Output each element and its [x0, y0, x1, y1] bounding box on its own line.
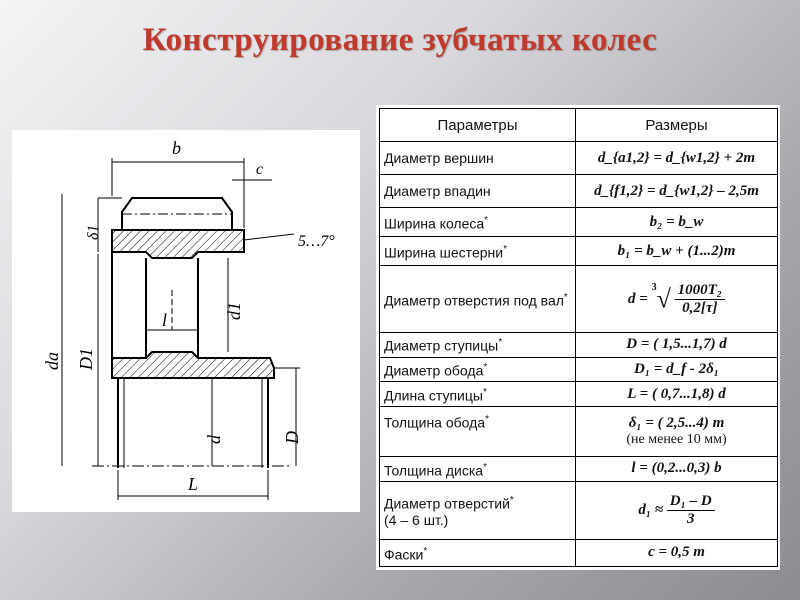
formula-fraction: $\frac{\text{1000T₂}}{0,2[\tau]}$ — [675, 282, 725, 317]
row-name: Фаски* — [380, 539, 576, 566]
label-d: d — [204, 435, 224, 444]
table-row — [380, 237, 778, 266]
table-row — [380, 481, 778, 539]
row-formula: d_{f1,2} = d_{w1,2} – 2,5m — [576, 175, 778, 208]
row-name: Длина ступицы* — [380, 382, 576, 407]
row-formula: δ₁ = ( 2,5...4) m (не менее 10 мм) — [576, 407, 778, 457]
label-d1: d1 — [224, 302, 244, 320]
parameters-table-panel — [376, 105, 780, 570]
table-row — [380, 382, 778, 407]
row-name: Диаметр отверстия под вал* — [380, 266, 576, 332]
web-left-wall — [112, 252, 146, 358]
row-name: Толщина диска* — [380, 457, 576, 482]
row-formula: D = ( 1,5...1,7) d — [576, 332, 778, 357]
label-D: D — [282, 431, 302, 444]
parameters-table — [379, 108, 778, 567]
table-row — [380, 175, 778, 208]
table-row — [380, 539, 778, 566]
row-name: Ширина колеса* — [380, 208, 576, 237]
label-delta1: δ1 — [85, 224, 102, 240]
row-name: Диаметр впадин — [380, 175, 576, 208]
label-l: l — [162, 310, 168, 330]
row-formula: d_{a1,2} = d_{w1,2} + 2m — [576, 142, 778, 175]
formula-note: (не менее 10 мм) — [626, 432, 727, 448]
table-row — [380, 142, 778, 175]
row-formula: b₁ = b_w + (1...2)m — [576, 237, 778, 266]
row-formula: l = (0,2...0,3) b — [576, 457, 778, 482]
table-row — [380, 457, 778, 482]
row-formula: d = $^3$√ $\frac{\text{1000T₂}}{0,2[\tau]}$ — [576, 266, 778, 332]
gear-drawing-panel — [12, 130, 360, 512]
row-name: Ширина шестерни* — [380, 237, 576, 266]
row-formula: d₁ ≈ $\frac{\text{D₁ – D}}{3}$ — [576, 481, 778, 539]
row-name: Диаметр отверстий* (4 – 6 шт.) — [380, 481, 576, 539]
row-formula: c = 0,5 m — [576, 539, 778, 566]
gear-cross-section-drawing — [12, 130, 360, 512]
table-row — [380, 407, 778, 457]
table-row — [380, 208, 778, 237]
hatched-hub-section — [112, 352, 274, 378]
slide-title: Конструирование зубчатых колес — [142, 22, 658, 58]
label-c: c — [256, 161, 264, 178]
table-header-row — [380, 109, 778, 142]
label-D1: D1 — [76, 348, 96, 370]
row-formula: L = ( 0,7...1,8) d — [576, 382, 778, 407]
label-b: b — [172, 138, 181, 158]
formula-fraction: $\frac{\text{D₁ – D}}{3}$ — [667, 493, 715, 528]
hatched-rim-section — [112, 230, 244, 258]
row-name: Толщина обода* — [380, 407, 576, 457]
table-row — [380, 332, 778, 357]
row-formula: b₂ = b_w — [576, 208, 778, 237]
header-dimensions: Размеры — [576, 109, 778, 142]
angle-leader — [244, 234, 294, 240]
label-angle: 5…7° — [298, 233, 335, 250]
label-L: L — [188, 474, 199, 494]
table-row — [380, 357, 778, 382]
table-row — [380, 266, 778, 332]
header-parameters: Параметры — [380, 109, 576, 142]
row-name: Диаметр ступицы* — [380, 332, 576, 357]
row-name: Диаметр обода* — [380, 357, 576, 382]
row-formula: D₁ = d_f - 2δ₁ — [576, 357, 778, 382]
label-da: da — [42, 352, 62, 370]
row-name: Диаметр вершин — [380, 142, 576, 175]
